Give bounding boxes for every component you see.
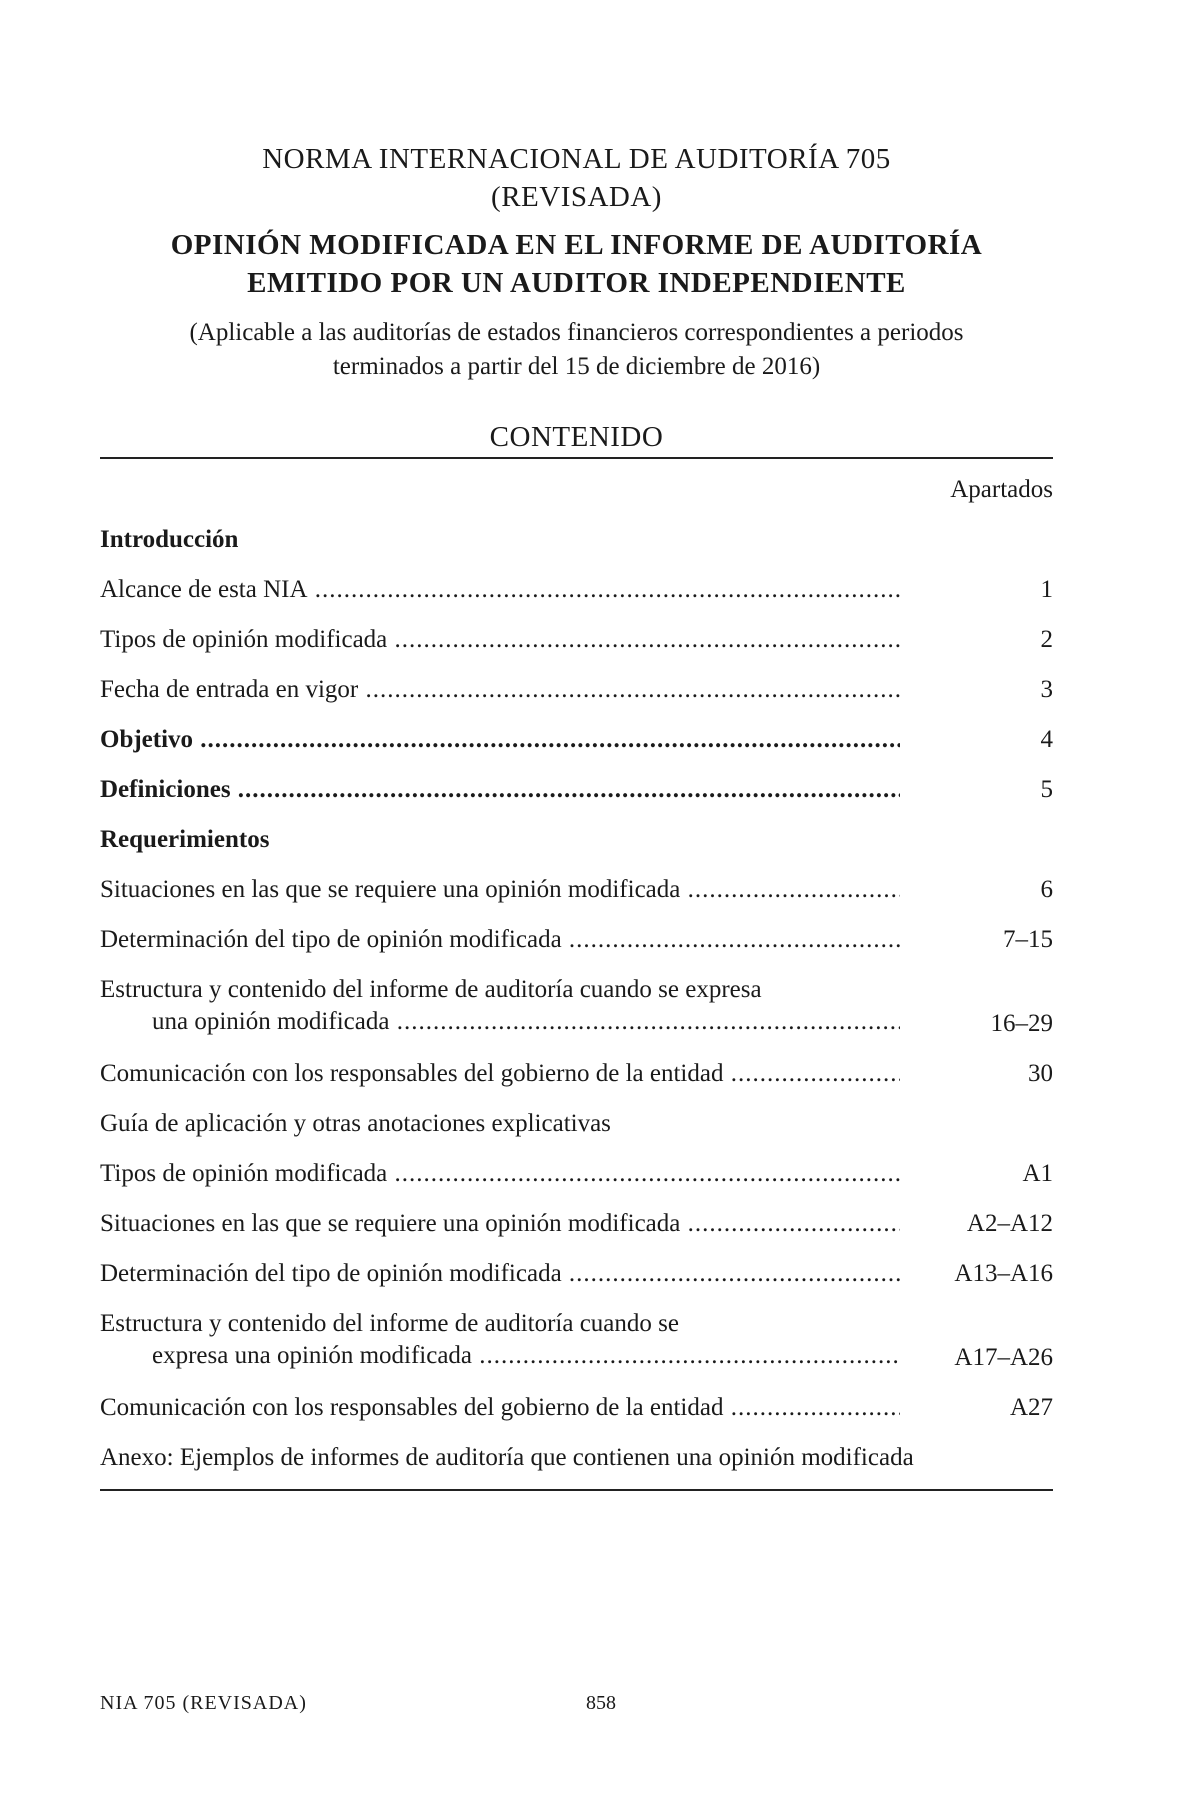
applicability-line-1: (Aplicable a las auditorías de estados financieros correspondientes a periodos xyxy=(189,319,964,346)
contents-heading: CONTENIDO xyxy=(489,421,664,453)
toc-label-line-1: Estructura y contenido del informe de auditoría cuando se xyxy=(100,1310,679,1337)
toc-section-heading xyxy=(100,1108,1053,1158)
toc-paragraph-ref: A1 xyxy=(1022,1160,1053,1187)
toc-entry xyxy=(100,974,1053,1058)
toc-entry xyxy=(100,1258,1053,1308)
toc-paragraph-ref: 3 xyxy=(1040,676,1053,703)
toc-entry xyxy=(100,1158,1053,1208)
toc-paragraph-ref: A17–A26 xyxy=(954,1344,1053,1371)
toc-paragraph-ref: A27 xyxy=(1009,1394,1053,1421)
toc-label-wrapped xyxy=(100,974,900,1038)
toc-label: Introducción xyxy=(100,526,239,553)
toc-section-heading xyxy=(100,824,1053,874)
toc-entry xyxy=(100,1208,1053,1258)
toc-paragraph-ref: 4 xyxy=(1040,726,1053,753)
toc-entry xyxy=(100,624,1053,674)
toc-label: Situaciones en las que se requiere una opinión modificada ..... xyxy=(100,1208,900,1240)
applicability-line-2: terminados a partir del 15 de diciembre de 2016) xyxy=(332,353,821,380)
toc-label: Comunicación con los responsables del gobierno de la entidad ..... xyxy=(100,1392,900,1424)
toc-annex xyxy=(100,1442,1053,1492)
toc-paragraph-ref: 1 xyxy=(1040,576,1053,603)
document-subtitle xyxy=(100,226,1053,302)
footer-document-reference: NIA 705 (REVISADA) xyxy=(100,1692,307,1714)
toc-paragraph-ref: 2 xyxy=(1040,626,1053,653)
subtitle-line-2: EMITIDO POR UN AUDITOR INDEPENDIENTE xyxy=(247,267,906,299)
footer-page-number: 858 xyxy=(586,1692,616,1714)
toc-label: Alcance de esta NIA ..... xyxy=(100,574,900,606)
document-title xyxy=(100,140,1053,216)
toc-entry xyxy=(100,574,1053,624)
toc-label-line-1: Estructura y contenido del informe de auditoría cuando se expresa xyxy=(100,976,762,1003)
document-page xyxy=(100,0,1053,1800)
toc-label: Objetivo ..... xyxy=(100,724,900,756)
toc-paragraph-ref: A13–A16 xyxy=(954,1260,1053,1287)
table-of-contents xyxy=(100,524,1053,1492)
toc-entry xyxy=(100,1392,1053,1442)
applicability-note xyxy=(100,316,1053,384)
subtitle-line-1: OPINIÓN MODIFICADA EN EL INFORME DE AUDITORÍA xyxy=(170,229,983,261)
toc-label: Determinación del tipo de opinión modificada ..... xyxy=(100,1258,900,1290)
toc-label: Determinación del tipo de opinión modificada ..... xyxy=(100,924,900,956)
toc-entry xyxy=(100,924,1053,974)
toc-label: Comunicación con los responsables del gobierno de la entidad ..... xyxy=(100,1058,900,1090)
toc-label: Tipos de opinión modificada ..... xyxy=(100,1158,900,1190)
contents-top-rule xyxy=(100,457,1053,459)
toc-paragraph-ref: 5 xyxy=(1040,776,1053,803)
toc-label: Guía de aplicación y otras anotaciones explicativas xyxy=(100,1110,611,1137)
contents-bottom-rule xyxy=(100,1489,1053,1491)
toc-label: Tipos de opinión modificada ..... xyxy=(100,624,900,656)
toc-label: Anexo: Ejemplos de informes de auditoría que contienen una opinión modificada xyxy=(100,1444,914,1471)
toc-label: Requerimientos xyxy=(100,826,270,853)
toc-label-line-2: una opinión modificada ..... xyxy=(100,1006,900,1038)
toc-entry xyxy=(100,874,1053,924)
toc-entry xyxy=(100,1308,1053,1392)
toc-entry xyxy=(100,724,1053,774)
toc-label-wrapped xyxy=(100,1308,900,1372)
toc-entry xyxy=(100,774,1053,824)
title-line-2: (REVISADA) xyxy=(491,181,662,213)
toc-paragraph-ref: 6 xyxy=(1040,876,1053,903)
title-line-1: NORMA INTERNACIONAL DE AUDITORÍA 705 xyxy=(262,143,891,175)
toc-label: Situaciones en las que se requiere una opinión modificada ..... xyxy=(100,874,900,906)
toc-paragraph-ref: 7–15 xyxy=(1003,926,1053,953)
toc-paragraph-ref: 30 xyxy=(1028,1060,1053,1087)
title-block xyxy=(100,140,1053,384)
toc-section-heading xyxy=(100,524,1053,574)
toc-paragraph-ref: A2–A12 xyxy=(966,1210,1053,1237)
toc-label-line-2: expresa una opinión modificada ..... xyxy=(100,1340,900,1372)
toc-paragraph-ref: 16–29 xyxy=(990,1010,1053,1037)
toc-label: Definiciones ..... xyxy=(100,774,900,806)
column-header-apartados: Apartados xyxy=(950,476,1053,503)
toc-entry xyxy=(100,674,1053,724)
toc-entry xyxy=(100,1058,1053,1108)
toc-label: Fecha de entrada en vigor ..... xyxy=(100,674,900,706)
